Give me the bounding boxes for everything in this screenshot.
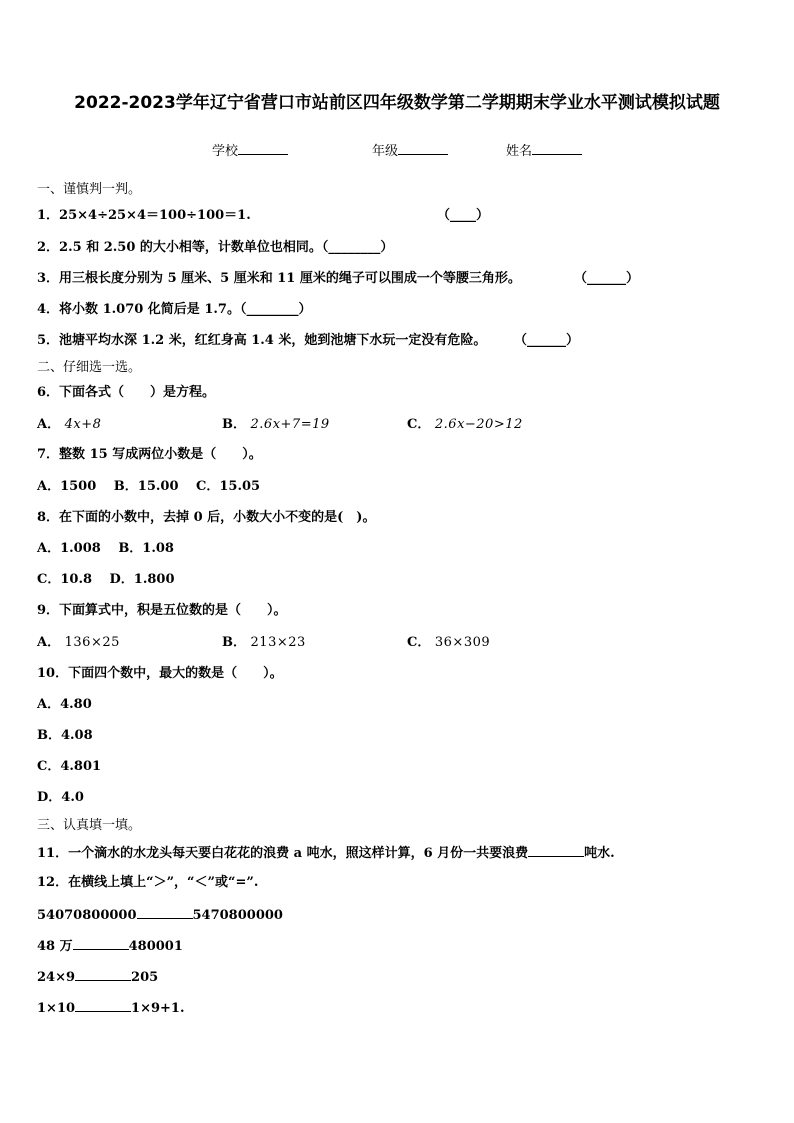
question-12: 12．在横线上填上“＞”，“＜”或“=”. — [37, 875, 259, 890]
question-11-text: 11．一个滴水的水龙头每天要白花花的浪费 a 吨水，照这样计算，6 月份一共要浪费 — [37, 846, 529, 861]
question-9: 9．下面算式中，积是五位数的是（ ）。 — [37, 603, 287, 618]
question-7: 7．整数 15 写成两位小数是（ ）。 — [37, 447, 262, 462]
question-6-option-c[interactable] — [407, 417, 523, 433]
question-8-options-row-2[interactable]: C．10.8 D．1.800 — [37, 572, 175, 587]
option-expression: 36×309 — [434, 635, 491, 650]
school-label: 学校 — [212, 144, 239, 159]
question-3-answer[interactable]: （______） — [574, 271, 640, 286]
option-expression: 4x+8 — [64, 417, 102, 432]
question-10: 10．下面四个数中，最大的数是（ ）。 — [37, 666, 283, 681]
row-right: 480001 — [128, 939, 183, 954]
question-10-option-c[interactable]: C．4.801 — [37, 759, 102, 774]
row-left: 54070800000 — [37, 908, 137, 923]
option-expression: 136×25 — [64, 635, 120, 650]
grade-label: 年级 — [372, 144, 399, 159]
name-field — [506, 140, 582, 159]
compare-blank[interactable] — [137, 906, 193, 919]
section-1-heading: 一、谨慎判一判。 — [37, 182, 142, 197]
option-label: B． — [222, 635, 246, 650]
grade-blank[interactable] — [398, 142, 448, 155]
question-10-option-d[interactable]: D．4.0 — [37, 790, 84, 805]
option-expression: 213×23 — [250, 635, 306, 650]
row-left: 24×9 — [37, 970, 76, 985]
question-9-option-c[interactable] — [407, 635, 490, 651]
question-1: 1．25×4÷25×4＝100÷100＝1. — [37, 208, 251, 223]
row-left: 1×10 — [37, 1001, 76, 1016]
question-12-row-1 — [37, 906, 283, 924]
question-5: 5．池塘平均水深 1.2 米，红红身高 1.4 米，她到池塘下水玩一定没有危险。 — [37, 333, 487, 348]
row-right: 1×9+1. — [131, 1001, 185, 1016]
row-left: 48 万 — [37, 939, 73, 954]
question-9-option-b[interactable] — [222, 635, 306, 651]
option-expression: 2.6x+7=19 — [250, 417, 330, 432]
question-6-option-a[interactable] — [37, 417, 101, 433]
question-12-row-2 — [37, 937, 183, 955]
section-2-heading: 二、仔细选一选。 — [37, 360, 142, 375]
question-11-tail: 吨水. — [584, 846, 615, 861]
question-5-answer[interactable]: （______） — [514, 333, 580, 348]
option-label: A． — [37, 417, 61, 432]
question-12-row-4 — [37, 999, 184, 1017]
school-blank[interactable] — [238, 142, 288, 155]
section-3-heading: 三、认真填一填。 — [37, 818, 142, 833]
question-2: 2．2.5 和 2.50 的大小相等，计数单位也相同。（________） — [37, 240, 394, 255]
question-9-option-a[interactable] — [37, 635, 120, 651]
question-7-options[interactable]: A．1500 B．15.00 C．15.05 — [37, 479, 261, 494]
option-label: B． — [222, 417, 246, 432]
page-title: 2022-2023学年辽宁省营口市站前区四年级数学第二学期期末学业水平测试模拟试题 — [74, 93, 720, 113]
school-field — [212, 140, 288, 159]
option-label: A． — [37, 635, 61, 650]
question-4: 4．将小数 1.070 化简后是 1.7。（________） — [37, 302, 312, 317]
question-12-row-3 — [37, 968, 158, 986]
question-11-blank[interactable] — [528, 844, 584, 857]
question-10-option-a[interactable]: A．4.80 — [37, 697, 92, 712]
option-expression: 2.6x−20>12 — [434, 417, 523, 432]
question-6: 6．下面各式（ ）是方程。 — [37, 385, 216, 400]
question-1-answer[interactable]: （____） — [437, 208, 490, 223]
option-label: C． — [407, 417, 431, 432]
option-label: C． — [407, 635, 431, 650]
name-label: 姓名 — [506, 144, 533, 159]
question-8-options-row-1[interactable]: A．1.008 B．1.08 — [37, 541, 174, 556]
question-8: 8．在下面的小数中，去掉 0 后，小数大小不变的是( )。 — [37, 510, 376, 525]
row-right: 5470800000 — [192, 908, 283, 923]
question-6-option-b[interactable] — [222, 417, 330, 433]
question-10-option-b[interactable]: B．4.08 — [37, 728, 93, 743]
compare-blank[interactable] — [73, 937, 129, 950]
question-11 — [37, 844, 615, 862]
compare-blank[interactable] — [75, 999, 131, 1012]
grade-field — [372, 140, 448, 159]
question-3: 3．用三根长度分别为 5 厘米、5 厘米和 11 厘米的绳子可以围成一个等腰三角形。 — [37, 271, 521, 286]
compare-blank[interactable] — [75, 968, 131, 981]
name-blank[interactable] — [532, 142, 582, 155]
row-right: 205 — [131, 970, 159, 985]
